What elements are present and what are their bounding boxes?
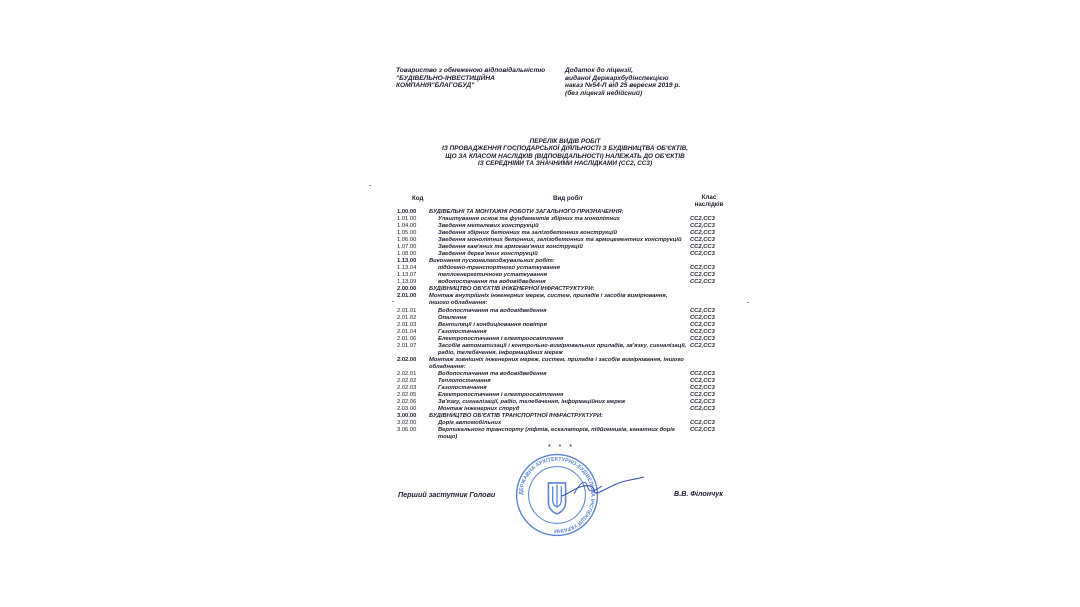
appendix-line: виданої Держархбудінспекцією (565, 74, 669, 82)
org-line: Товариство з обмеженою відповідальністю (396, 67, 546, 74)
table-row (397, 378, 727, 385)
appendix-line: наказ №54-Л від 25 вересня 2019 р. (565, 82, 681, 90)
table-row (397, 371, 727, 378)
table-row (397, 258, 727, 265)
table-row (397, 385, 727, 392)
row-work-type: Опалення (438, 315, 467, 321)
table-row (397, 293, 727, 307)
table-row (397, 237, 727, 244)
row-work-type: БУДІВЕЛЬНІ ТА МОНТАЖНІ РОБОТИ ЗАГАЛЬНОГО ПРИЗНАЧЕННЯ: (429, 209, 624, 215)
table-row (397, 343, 727, 357)
row-code: 1.04.00 (397, 223, 417, 229)
row-work-type: Водопостачання та водовідведення (438, 371, 547, 377)
row-consequence-class: СС2,СС3 (690, 406, 715, 412)
table-row (397, 279, 727, 286)
row-work-type: Газопостачання (438, 329, 487, 335)
appendix-line: (без ліцензії недійсний) (565, 89, 643, 97)
row-work-type: Газопостачання (438, 385, 487, 391)
row-work-type: Електропостачання і електроосвітлення (438, 336, 564, 342)
table-row (397, 209, 727, 216)
row-work-type: Вертикального транспорту (ліфтів, ескалаторів, підйомників, канатних доріг тощо) (438, 427, 675, 440)
row-work-type: Монтаж зовнішніх інженерних мереж, систем, приладів і засобів вимірювання, іншого обладнання: (429, 357, 684, 370)
row-code: 1.08.00 (397, 251, 417, 257)
org-line: КОМПАНІЯ"БЛАГОБУД" (396, 82, 475, 90)
row-work-type: підйомно-транспортного устаткування (438, 265, 560, 271)
row-work-type: Монтаж інженерних споруд (438, 406, 520, 412)
row-code: 2.03.00 (397, 406, 417, 412)
row-work-type: БУДІВНИЦТВО ОБ'ЄКТІВ ІНЖЕНЕРНОЇ ІНФРАСТРУКТУРИ: (429, 286, 595, 292)
table-row (397, 406, 727, 413)
row-work-type: Електропостачання і електроосвітлення (438, 392, 564, 398)
row-consequence-class: СС2,СС3 (690, 251, 715, 257)
row-consequence-class: СС2,СС3 (690, 308, 715, 314)
document-title (430, 138, 700, 167)
row-work-type: Вентиляції і кондиціювання повітря (438, 322, 547, 328)
row-consequence-class: СС2,СС3 (690, 272, 715, 278)
row-consequence-class: СС2,СС3 (690, 265, 715, 271)
table-row (397, 216, 727, 223)
row-work-type: Зведення кам'яних та армокам'яних конструкцій (438, 244, 583, 250)
row-code: 1.07.00 (397, 244, 417, 250)
row-work-type: Теплопостачання (438, 378, 491, 384)
row-consequence-class: СС2,СС3 (690, 392, 715, 398)
title-line: ІЗ ПРОВАДЖЕННЯ ГОСПОДАРСЬКОЇ ДІЯЛЬНОСТІ З БУДІВНИЦТВА ОБ'ЄКТІВ, (441, 145, 689, 153)
row-code: 2.01.00 (397, 293, 417, 299)
row-code: 1.13.00 (397, 258, 417, 264)
handwritten-signature (560, 472, 645, 502)
table-row (397, 392, 727, 399)
row-work-type: Зведення дерев'яних конструкцій (438, 251, 538, 257)
row-work-type: Виконання пусконалагоджувальних робіт: (429, 258, 555, 264)
row-consequence-class: СС2,СС3 (690, 371, 715, 377)
row-work-type: Зведення монолітних бетонних, залізобетонних та армоцементних конструкцій (438, 237, 682, 243)
row-consequence-class: СС2,СС3 (690, 216, 715, 222)
row-consequence-class: СС2,СС3 (690, 343, 715, 349)
row-code: 1.00.00 (397, 209, 417, 215)
end-of-list-stars: * * * (548, 444, 576, 451)
table-row (397, 329, 727, 336)
table-row (397, 244, 727, 251)
column-header-code: Код (412, 195, 424, 202)
signatory-title: Перший заступник Голови (398, 490, 496, 499)
row-work-type: Засобів автоматизації і контрольно-вимірювальних приладів, зв'язку, сигналізації, радіо, телебачення, інформаційних мереж (438, 343, 687, 356)
row-code: 2.01.04 (397, 329, 417, 335)
row-consequence-class: СС2,СС3 (690, 427, 715, 433)
row-consequence-class: СС2,СС3 (690, 336, 715, 342)
table-row (397, 265, 727, 272)
table-row (397, 223, 727, 230)
row-work-type: водопостачання та водовідведення (438, 279, 546, 285)
row-work-type: Зв'язку, сигналізації, радіо, телебачення, інформаційних мереж (438, 399, 626, 405)
row-consequence-class: СС2,СС3 (690, 322, 715, 328)
row-code: 3.06.00 (397, 427, 417, 433)
row-code: 1.01.00 (397, 216, 417, 222)
row-code: 1.13.04 (397, 265, 417, 271)
row-code: 3.02.00 (397, 420, 417, 426)
org-line: "БУДІВЕЛЬНО-ІНВЕСТИЦІЙНА (396, 74, 495, 82)
column-header-work-type: Вид робіт (553, 195, 584, 202)
scan-speck (747, 302, 749, 303)
row-code: 2.00.00 (397, 286, 417, 292)
row-code: 1.06.00 (397, 237, 417, 243)
appendix-line: Додаток до ліцензії, (565, 67, 633, 74)
table-row (397, 322, 727, 329)
row-work-type: БУДІВНИЦТВО ОБ'ЄКТІВ ТРАНСПОРТНОЇ ІНФРАСТРУКТУРИ: (429, 413, 603, 419)
row-code: 2.02.05 (397, 392, 417, 398)
row-code: 2.01.01 (397, 308, 417, 314)
scan-speck (392, 301, 394, 302)
row-code: 2.02.00 (397, 357, 417, 363)
title-line: ІЗ СЕРЕДНІМИ ТА ЗНАЧНИМИ НАСЛІДКАМИ (СС2, СС3) (477, 159, 653, 167)
row-consequence-class: СС2,СС3 (690, 385, 715, 391)
signatory-name: В.В. Філончук (674, 489, 723, 498)
row-code: 1.13.09 (397, 279, 417, 285)
row-work-type: теплоенергетичного устаткування (438, 272, 548, 278)
row-consequence-class: СС2,СС3 (690, 230, 715, 236)
row-code: 1.05.00 (397, 230, 417, 236)
row-consequence-class: СС2,СС3 (690, 237, 715, 243)
table-row (397, 286, 727, 293)
title-line: ПЕРЕЛІК ВИДІВ РОБІТ (529, 138, 601, 145)
works-table (397, 209, 727, 441)
row-code: 2.01.02 (397, 315, 417, 321)
row-consequence-class: СС2,СС3 (690, 378, 715, 384)
row-consequence-class: СС2,СС3 (690, 279, 715, 285)
title-line: ЩО ЗА КЛАСОМ НАСЛІДКІВ (ВІДПОВІДАЛЬНОСТІ) НАЛЕЖАТЬ ДО ОБ'ЄКТІВ (445, 152, 685, 160)
row-work-type: Зведення збірних бетонних та залізобетонних конструкцій (438, 230, 618, 236)
row-work-type: Монтаж внутрішніх інженерних мереж, систем, приладів і засобів вимірювання, іншого обладнання: (429, 293, 668, 306)
row-code: 2.02.06 (397, 399, 417, 405)
table-row (397, 272, 727, 279)
row-consequence-class: СС2,СС3 (690, 329, 715, 335)
row-work-type: Зведення металевих конструкцій (438, 223, 539, 229)
row-code: 3.00.00 (397, 413, 417, 419)
row-code: 2.01.06 (397, 336, 417, 342)
organization-header (396, 67, 571, 90)
row-consequence-class: СС2,СС3 (690, 420, 715, 426)
row-code: 2.02.03 (397, 385, 417, 391)
table-row (397, 308, 727, 315)
row-consequence-class: СС2,СС3 (690, 399, 715, 405)
column-header-consequence-class: Клас наслідків (694, 194, 724, 208)
seal-text: ДЕРЖАВНА АРХІТЕКТУРНО-БУДІВЕЛЬНА ІНСПЕКЦІЯ УКРАЇНИ (518, 456, 596, 534)
table-row (397, 413, 727, 420)
scan-speck (369, 185, 371, 186)
row-consequence-class: СС2,СС3 (690, 223, 715, 229)
row-work-type: Улаштування основ та фундаментів збірних та монолітних (438, 216, 620, 222)
row-code: 1.13.07 (397, 272, 417, 278)
table-row (397, 336, 727, 343)
row-work-type: Доріг автомобільних (438, 420, 502, 426)
table-row (397, 230, 727, 237)
table-row (397, 315, 727, 322)
table-row (397, 357, 727, 371)
row-code: 2.02.01 (397, 371, 417, 377)
row-consequence-class: СС2,СС3 (690, 315, 715, 321)
table-row (397, 251, 727, 258)
row-consequence-class: СС2,СС3 (690, 244, 715, 250)
row-code: 2.01.03 (397, 322, 417, 328)
table-row (397, 399, 727, 406)
row-code: 2.02.02 (397, 378, 417, 384)
table-row (397, 420, 727, 427)
row-work-type: Водопостачання та водовідведення (438, 308, 547, 314)
row-code: 2.01.07 (397, 343, 417, 349)
license-appendix-note (565, 67, 715, 97)
table-row (397, 427, 727, 441)
